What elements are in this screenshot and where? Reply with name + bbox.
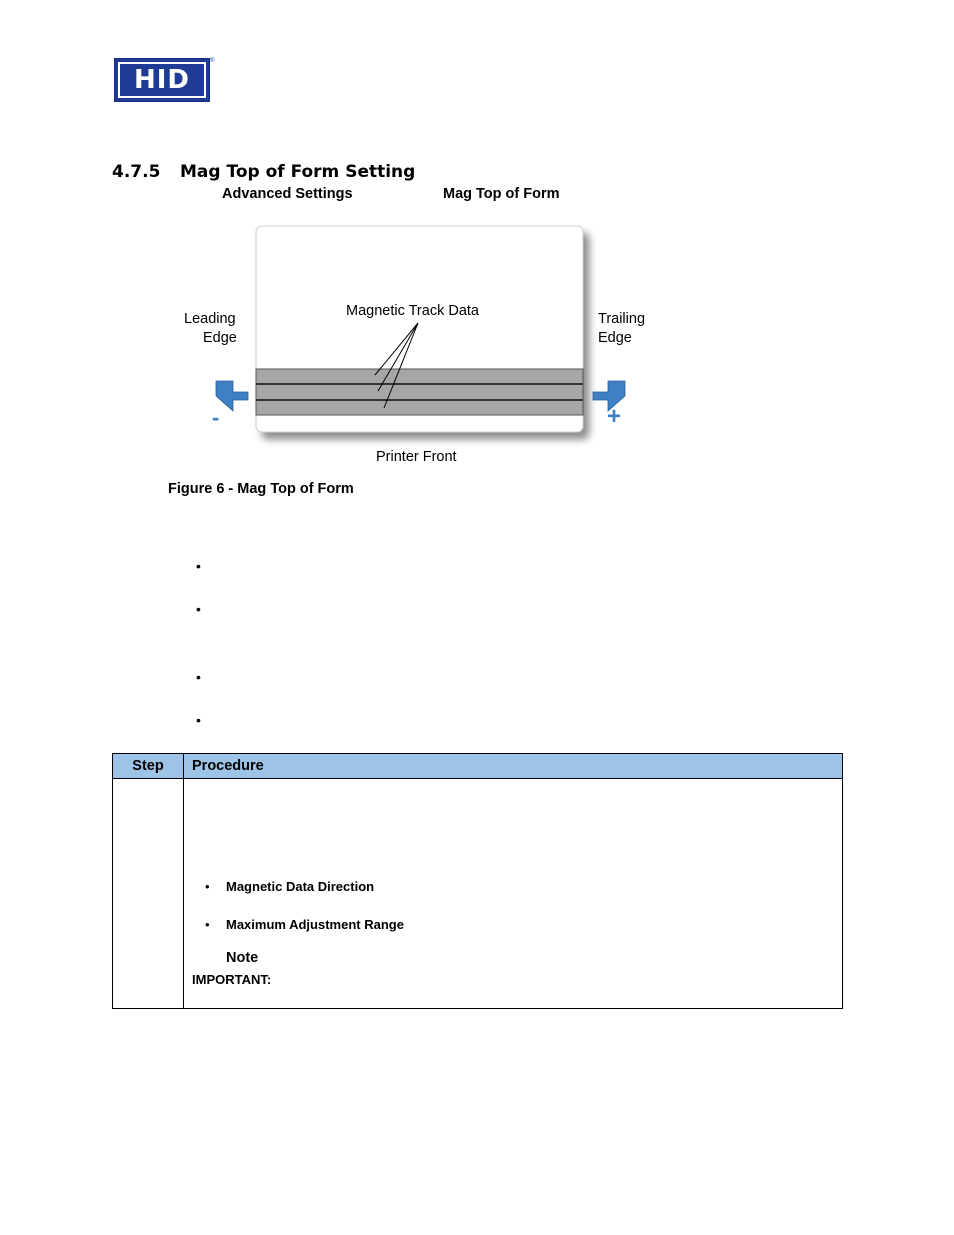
bullet-4: • bbox=[196, 712, 201, 728]
hid-logo-text: HID bbox=[133, 65, 190, 95]
path-advanced-settings: Advanced Settings bbox=[222, 186, 353, 202]
trailing-edge-label-2: Edge bbox=[598, 330, 632, 346]
step-cell bbox=[113, 779, 184, 1009]
registered-mark: ® bbox=[210, 58, 215, 64]
procedure-header: Procedure bbox=[184, 754, 843, 779]
magnetic-track-data-label: Magnetic Track Data bbox=[346, 303, 479, 319]
important-label: IMPORTANT: bbox=[192, 972, 272, 987]
section-number: 4.7.5 bbox=[112, 162, 161, 182]
leading-edge-label-1: Leading bbox=[184, 311, 236, 327]
section-heading bbox=[112, 162, 415, 182]
table-row bbox=[113, 779, 843, 1009]
magnetic-data-direction-label: Magnetic Data Direction bbox=[226, 879, 375, 894]
magnetic-stripe bbox=[256, 369, 583, 415]
minus-sign: - bbox=[212, 405, 220, 430]
bullet-2: • bbox=[196, 601, 201, 617]
bullet-1: • bbox=[196, 558, 201, 574]
item-bullet-1: • bbox=[205, 879, 210, 894]
figure-caption: Figure 6 - Mag Top of Form bbox=[168, 481, 354, 497]
plus-sign: + bbox=[607, 403, 622, 430]
printer-front-label: Printer Front bbox=[376, 449, 457, 465]
item-bullet-2: • bbox=[205, 917, 210, 932]
left-arrow-icon bbox=[216, 381, 248, 411]
trailing-edge-label-1: Trailing bbox=[598, 311, 646, 327]
maximum-adjustment-range-label: Maximum Adjustment Range bbox=[226, 917, 404, 932]
leading-edge-label-2: Edge bbox=[203, 330, 237, 346]
mag-top-of-form-diagram bbox=[150, 215, 680, 475]
procedure-table bbox=[112, 753, 843, 1009]
table-header-row bbox=[113, 754, 843, 779]
procedure-cell bbox=[184, 779, 843, 1009]
step-header: Step bbox=[113, 754, 184, 779]
path-mag-top-of-form: Mag Top of Form bbox=[443, 186, 560, 202]
bullet-3: • bbox=[196, 669, 201, 685]
note-label: Note bbox=[226, 950, 259, 966]
hid-logo bbox=[114, 58, 210, 102]
section-title: Mag Top of Form Setting bbox=[180, 162, 416, 182]
hid-logo-border bbox=[118, 62, 206, 98]
